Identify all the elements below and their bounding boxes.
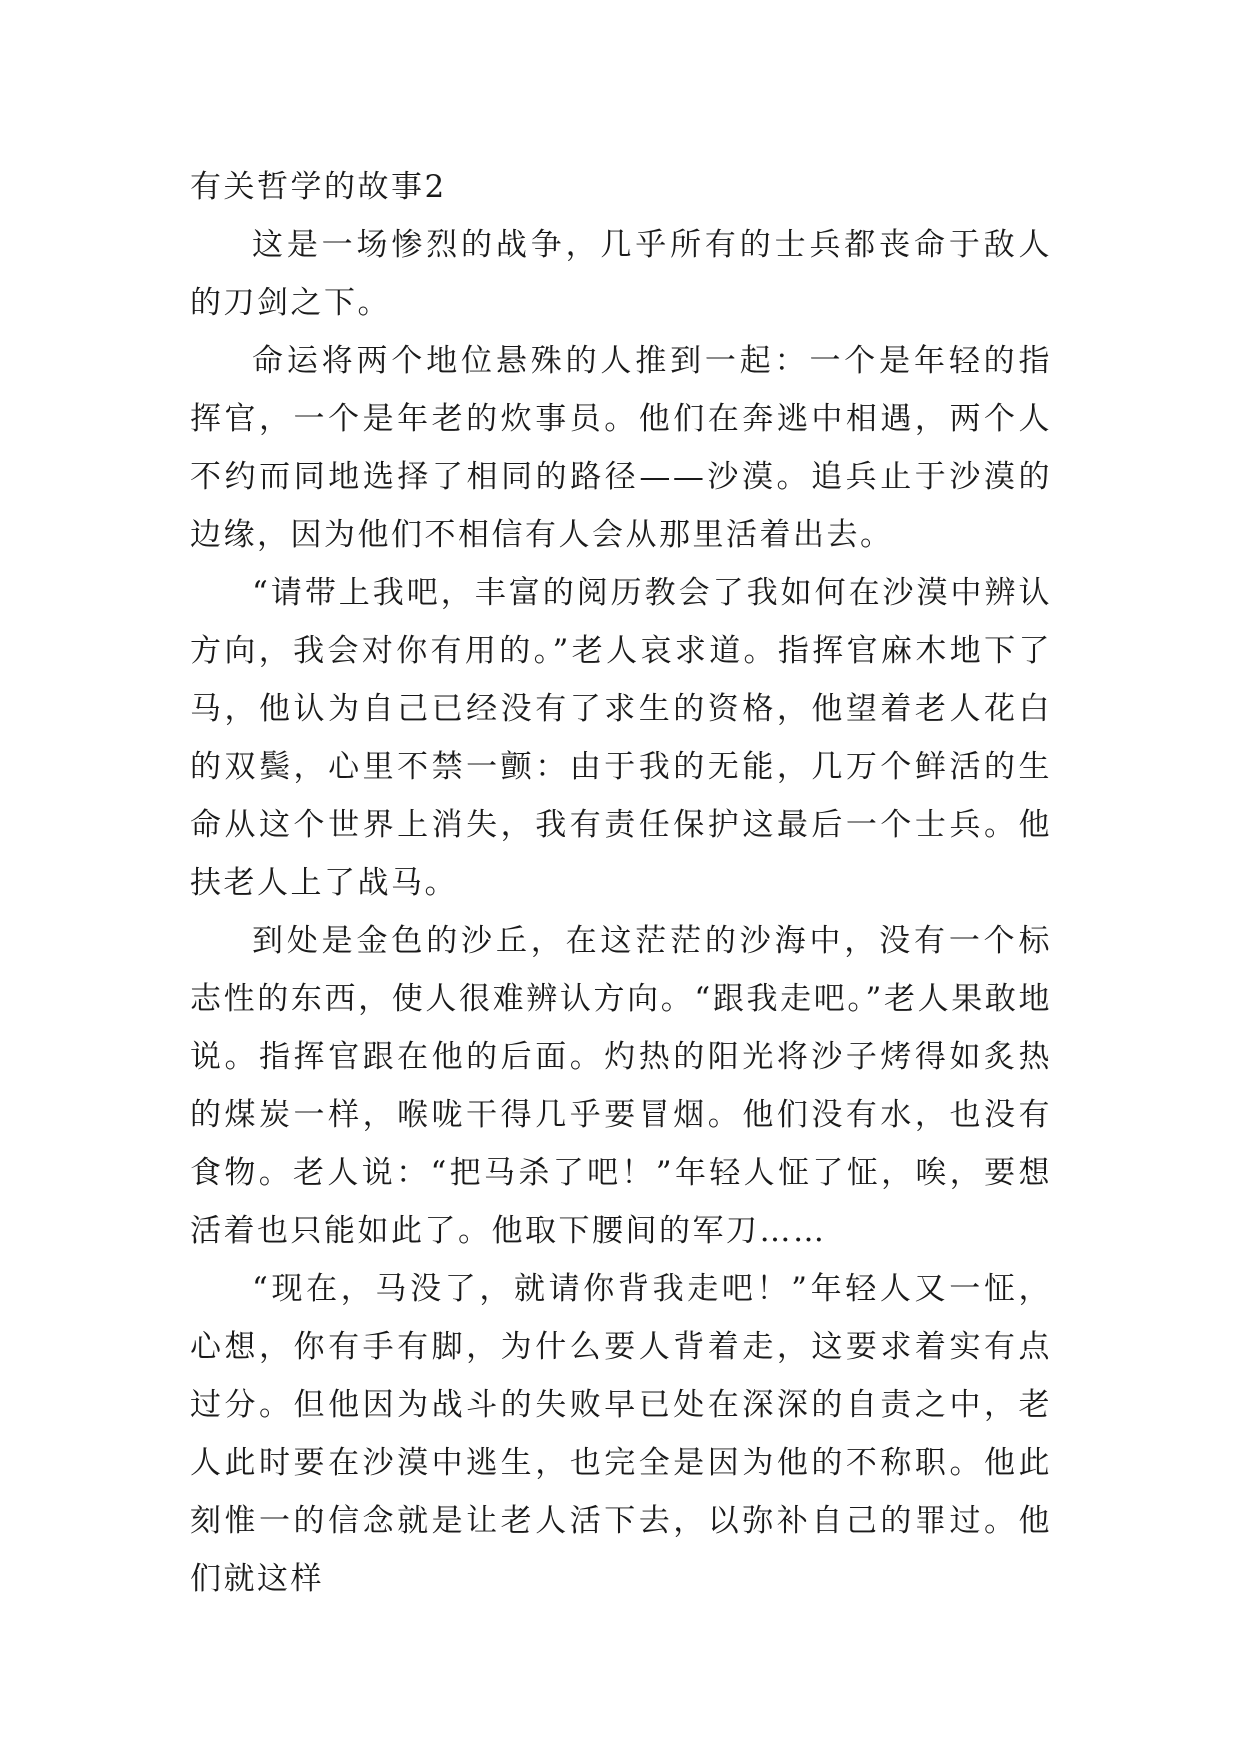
paragraph-3: “请带上我吧，丰富的阅历教会了我如何在沙漠中辨认方向，我会对你有用的。”老人哀求道。指挥官麻木地下了马，他认为自己已经没有了求生的资格，他望着老人花白的双鬓，心里不禁一颤：由于我的无能，几万个鲜活的生命从这个世界上消失，我有责任保护这最后一个士兵。他扶老人上了战马。	[190, 575, 1052, 901]
paragraph-4: 到处是金色的沙丘，在这茫茫的沙海中，没有一个标志性的东西，使人很难辨认方向。“跟我走吧。”老人果敢地说。指挥官跟在他的后面。灼热的阳光将沙子烤得如炙热的煤炭一样，喉咙干得几乎要冒烟。他们没有水，也没有食物。老人说：“把马杀了吧！”年轻人怔了怔，唉，要想活着也只能如此了。他取下腰间的军刀……	[190, 923, 1052, 1249]
document-body	[190, 158, 1052, 1608]
document-title: 有关哲学的故事2	[190, 169, 447, 205]
paragraph-5: “现在，马没了，就请你背我走吧！”年轻人又一怔，心想，你有手有脚，为什么要人背着走，这要求着实有点过分。但他因为战斗的失败早已处在深深的自责之中，老人此时要在沙漠中逃生，也完全是因为他的不称职。他此刻惟一的信念就是让老人活下去，以弥补自己的罪过。他们就这样	[190, 1271, 1052, 1597]
paragraph-2: 命运将两个地位悬殊的人推到一起：一个是年轻的指挥官，一个是年老的炊事员。他们在奔逃中相遇，两个人不约而同地选择了相同的路径——沙漠。追兵止于沙漠的边缘，因为他们不相信有人会从那里活着出去。	[190, 343, 1052, 553]
paragraph-1: 这是一场惨烈的战争，几乎所有的士兵都丧命于敌人的刀剑之下。	[190, 227, 1052, 321]
